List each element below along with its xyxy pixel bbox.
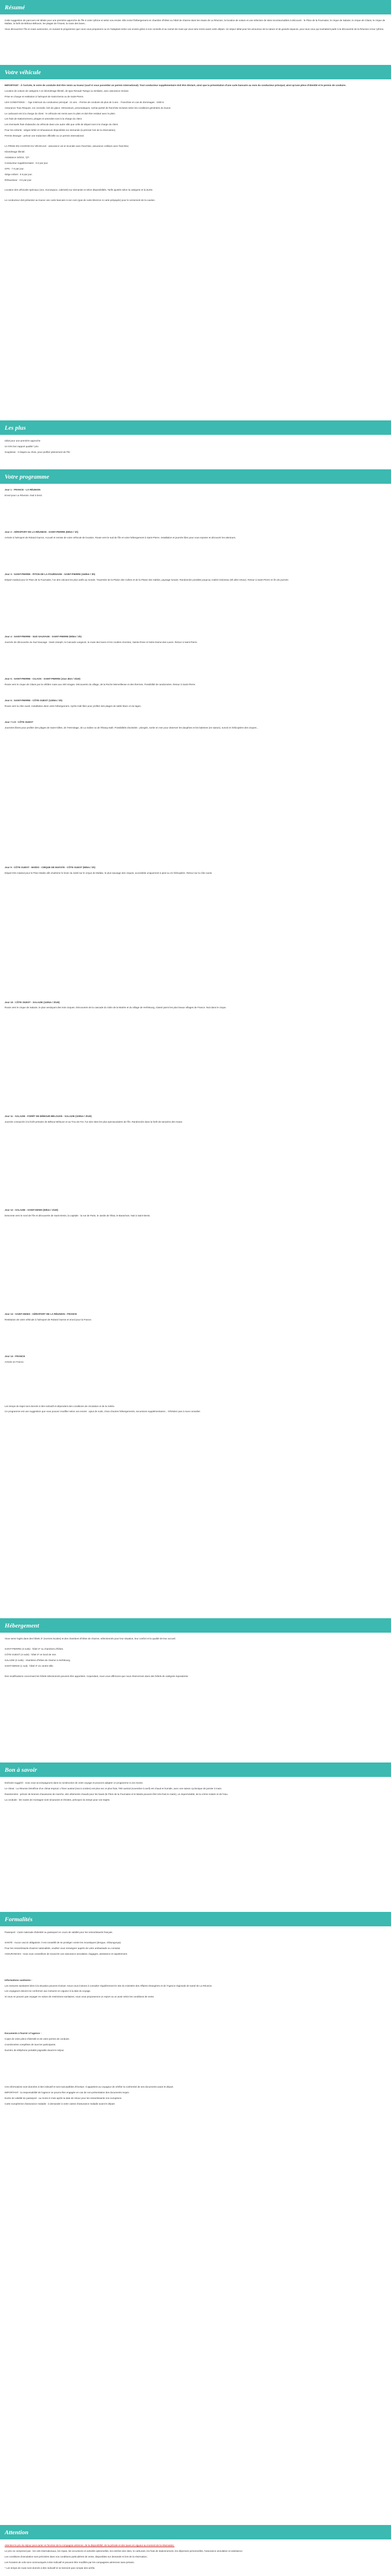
day-title: Jour 4 : SAINT-PIERRE - SUD SAUVAGE - SAINT-PIERRE (90km / 2h) bbox=[5, 635, 82, 638]
bon-a-savoir-paragraph: Randonnées : prévoir de bonnes chaussures de marche, des vêtements chauds pour les hauts (le Piton de la Fournaise et le Maïdo peuvent être très frais le matin), un imperméable, de la crème solaire et de l'eau. bbox=[5, 1792, 229, 1795]
vehicule-paragraph: Prise en charge et restitution à l'aéroport de Saint-Denis ou de Saint-Pierre. bbox=[5, 95, 84, 98]
day-heading bbox=[5, 1313, 386, 1316]
hebergement-paragraph: CÔTE OUEST (4 nuits) : hôtel 3* en bord de mer. bbox=[5, 1653, 57, 1656]
covid-paragraph: Les voyageurs doivent se conformer aux mesures en vigueur à la date du voyage. bbox=[5, 1990, 91, 1993]
programme-content bbox=[0, 484, 391, 1618]
day-text: Route vers le cirque de Cilaos par la célèbre route aux 400 virages. Découverte du village, de la Roche Merveilleuse et des thermes. Possibilité de randonnées. Retour à Saint-Pierre. bbox=[5, 683, 196, 686]
hebergement-paragraph: Vous serez logés dans des hôtels 3* (normes locales) et des chambres d'hôtes de charme, sélectionnés pour leur situation, leur confort et la qualité de leur accueil. bbox=[5, 1637, 176, 1640]
day-title: Jour 13 : SAINT-DENIS - AÉROPORT DE LA RÉUNION - FRANCE bbox=[5, 1312, 77, 1315]
day-text: Restitution de votre véhicule à l'aéroport de Roland Garros et envol pour la France. bbox=[5, 1318, 92, 1321]
day-heading bbox=[5, 866, 386, 869]
day-title: Jour 1 : FRANCE - LA RÉUNION bbox=[5, 488, 41, 491]
hebergement-content bbox=[0, 1633, 391, 1762]
les-plus-item: Souplesse : 3 étapes au choix, pour profiter pleinement de l'île bbox=[5, 450, 70, 453]
extra-paragraph: Numéro de téléphone portable joignable durant le séjour. bbox=[5, 2048, 64, 2052]
resume-content bbox=[0, 14, 391, 65]
formalites-footer: Carte européenne d'assurance maladie : à demander à votre caisse d'assurance maladie avant le départ. bbox=[5, 2102, 116, 2105]
section-header-formalites: Formalités bbox=[0, 1912, 391, 1926]
bon-a-savoir-content bbox=[0, 1777, 391, 1912]
programme-note: Les temps de trajet sont donnés à titre indicatif et dépendent des conditions de circulation et de la météo. bbox=[5, 1404, 115, 1408]
day-heading bbox=[5, 677, 386, 681]
vehicule-content bbox=[0, 79, 391, 420]
day-heading bbox=[5, 1355, 386, 1358]
les-plus-item: Idéal pour une première approche bbox=[5, 439, 41, 442]
day-heading bbox=[5, 573, 386, 576]
bon-a-savoir-paragraph: La conduite : les routes de montagne sont sinueuses et étroites, prévoyez du temps pour vos trajets. bbox=[5, 1798, 110, 1801]
hebergement-paragraph: SAINT-PIERRE (3 nuits) : hôtel 3* ou chambres d'hôtes. bbox=[5, 1647, 64, 1650]
vehicule-list-item: Kilométrage illimité. bbox=[5, 150, 25, 153]
formalites-footer: Ces informations sont données à titre indicatif et sont susceptibles d'évoluer. Il appartient au voyageur de vérifier la conformité de ses documents avant le départ. bbox=[5, 2085, 174, 2088]
day-heading bbox=[5, 721, 386, 724]
day-title: Jour 7 à 8 : CÔTE OUEST bbox=[5, 720, 34, 723]
vehicule-list-item: Conducteur supplémentaire : 5 € par jour. bbox=[5, 161, 48, 164]
section-header-les-plus: Les plus bbox=[0, 420, 391, 435]
hebergement-paragraph: Des modifications concernant les hôtels sélectionnés peuvent être apportées. Cependant, nous vous affirmons que nous réserverons dans des hôtels de catégorie équivalente. bbox=[5, 1674, 189, 1677]
les-plus-item: Un très bon rapport qualité / prix bbox=[5, 445, 39, 448]
attention-paragraph: Le prix ne comprend pas : les vols internationaux, les repas, les excursions et activités optionnelles, les entrées des sites, le carburant, les frais de stationnement, les dépenses personnelles, l'assurance annulation et assistance. bbox=[5, 2549, 243, 2552]
vehicule-paragraph: Les éventuels frais d'abandon du véhicule dans une autre ville que celle de départ sont à la charge du client. bbox=[5, 123, 119, 126]
section-header-vehicule: Votre véhicule bbox=[0, 65, 391, 79]
day-title: Jour 11 : SALAZIE - FORÊT DE BÉBOUR-BÉLOUVE - SALAZIE (100km / 2h30) bbox=[5, 1115, 92, 1118]
resume-paragraph: Cette suggestion de parcours est idéale pour une première approche de l'île à votre rythme et selon vos envies. Elle inclut l'hébergement en chambre d'hôtes ou hôtel de charme dans les Hauts de La Réunion, la location de voiture et une sélection de sites incontournables à découvrir : le Piton de la Fournaise, le cirque de Salazie, le cirque de Cilaos, le cirque de Mafate, la forêt de Bébour-Bélouve, les plages de l'Ouest, la route des laves... bbox=[5, 19, 385, 25]
hebergement-paragraph: SALAZIE (2 nuits) : chambres d'hôtes de charme à Hell-Bourg. bbox=[5, 1658, 71, 1662]
section-header-resume: Résumé bbox=[0, 0, 391, 14]
resume-paragraph: Vous découvrirez l'île en toute autonomie, en suivant le programme que nous vous proposons ou en l'adaptant selon vos envies grâce à nos conseils et au carnet de route qui vous sera remis avant votre départ. Un séjour idéal pour les amoureux de la nature et de grands espaces, pour tous ceux qui souhaitent partir à la découverte de la Réunion à leur rythme. bbox=[5, 27, 384, 30]
day-text: Départ matinal pour le Piton de la Fournaise, l'un des volcans les plus actifs au monde. Traversée de la Plaine des Cafres et de la Plaine des Sables, paysage lunaire. Randonnée possible jusqu'au cratère Dolomieu (5h aller-retour). Retour à Saint-Pierre en fin de journée. bbox=[5, 578, 289, 581]
section-header-attention: Attention bbox=[0, 2525, 391, 2539]
section-header-bon-a-savoir: Bon à savoir bbox=[0, 1762, 391, 1777]
covid-paragraph: Si vous ne pouvez pas voyager en raison de restrictions sanitaires, nous vous proposerons un report ou un avoir selon les conditions de vente. bbox=[5, 1995, 155, 1998]
section-header-programme: Votre programme bbox=[0, 469, 391, 484]
vehicule-paragraph: Assurance Tous Risques, vol, incendie, bris de glace, rétroviseurs, pneumatiques, rachat partiel de franchise incluses selon les conditions générales du loueur. bbox=[5, 106, 171, 109]
day-title: Jour 3 : SAINT-PIERRE - PITON DE LA FOURNAISE - SAINT-PIERRE (160km / 3h) bbox=[5, 572, 95, 575]
day-heading bbox=[5, 1209, 386, 1212]
day-heading bbox=[5, 699, 386, 702]
day-text: Envol pour La Réunion. Nuit à bord. bbox=[5, 494, 43, 497]
day-text: Journée de découverte du Sud Sauvage : Saint-Joseph, la Cascade Langevin, la route des laves et les coulées récentes, Sainte-Rose et Notre-Dame-des-Laves. Retour à Saint-Pierre. bbox=[5, 641, 198, 644]
vehicule-paragraph: LES CONDITIONS : - Âge minimum du conducteur principal : 21 ans. - Permis de conduire de plus de 3 ans. - Franchise en cas de dommages : 1000 €. bbox=[5, 100, 165, 104]
extra-label bbox=[5, 2032, 386, 2035]
covid-label bbox=[5, 1979, 386, 1982]
extra-paragraph: Coordonnées complètes de tous les participants. bbox=[5, 2043, 56, 2046]
attention-content bbox=[0, 2539, 391, 2576]
day-heading bbox=[5, 531, 386, 534]
day-title: Jour 2 : AÉROPORT DE LA RÉUNION - SAINT-PIERRE (60km / 1h) bbox=[5, 530, 78, 533]
vehicule-paragraph: Permis étranger : prévoir une traduction officielle ou un permis international. bbox=[5, 134, 85, 138]
attention-paragraph: Les conditions d'annulation sont précisées dans nos conditions particulières de vente, disponibles sur demande et lors de la réservation. bbox=[5, 2555, 148, 2558]
vehicule-list-item: Réhausseur : 3 € par jour. bbox=[5, 178, 32, 181]
vehicule-paragraph: Pour les enfants : sièges bébé et rehausseurs disponibles sur demande (à préciser lors de la réservation). bbox=[5, 129, 116, 132]
vehicule-paragraph: Location de voiture de catégorie A en kilométrage illimité, de type Renault Twingo ou similaire, avec assurance incluse. bbox=[5, 89, 129, 92]
day-title: Jour 14 : FRANCE bbox=[5, 1354, 25, 1358]
vehicule-list-item: Assistance 24h/24, 7j/7. bbox=[5, 156, 30, 159]
vehicule-list-item: GPS : 7 € par jour. bbox=[5, 167, 24, 170]
day-title: Jour 5 : SAINT-PIERRE - CILAOS - SAINT-PIERRE (Jour 4km / 1h20) bbox=[5, 677, 80, 681]
extra-label-text: Documents à fournir à l'agence : bbox=[5, 2032, 42, 2035]
day-heading bbox=[5, 635, 386, 638]
important-text: IMPORTANT : À l'arrivée, le votre de conduite doit être remis au loueur (sauf si vous possédez un permis international). Tout conducteur supplémentaire doit être déclaré, ainsi que la présentation d'une carte bancaire au nom du conducteur principal, ainsi qu'une pièce d'identité et le permis de conduire. bbox=[5, 84, 347, 87]
formalites-footer: IMPORTANT : la responsabilité de l'agence ne pourra être engagée en cas de non-présentation des documents requis. bbox=[5, 2091, 129, 2094]
covid-paragraph: Les mesures sanitaires liées à la situation peuvent évoluer. Nous vous invitons à consulter régulièrement le site du ministère des Affaires étrangères et de l'Agence régionale de santé de La Réunion. bbox=[5, 1984, 213, 1987]
vehicule-footer: Le conducteur doit présenter au loueur une carte bancaire à son nom (pas de carte Electron ni carte prépayée) pour le versement de la caution. bbox=[5, 199, 156, 202]
vehicule-extra: Location des véhicules spéciaux (4x4, monospace, cabriolet) sur demande et selon disponibilités. Tarifs ajustés selon la catégorie et la durée. bbox=[5, 189, 153, 192]
day-heading bbox=[5, 488, 386, 492]
vehicule-paragraph: Les frais de stationnement, péages et amendes sont à la charge du client. bbox=[5, 117, 83, 121]
day-heading bbox=[5, 1001, 386, 1004]
day-text: Route vers le cirque de Salazie, le plus verdoyant des trois cirques. Découverte de la cascade du Voile de la Mariée et du village de Hell-Bourg, classé parmi les plus beaux villages de France. Nuit dans le cirque. bbox=[5, 1006, 226, 1009]
bon-a-savoir-paragraph: Le climat : La Réunion bénéficie d'un climat tropical. L'hiver austral (mai à octobre) est plus sec et plus frais, l'été austral (novembre à avril) est chaud et humide, avec une saison cyclonique de janvier à mars. bbox=[5, 1787, 222, 1790]
formalites-paragraph: Pour les ressortissants d'autres nationalités, veuillez vous renseigner auprès de votre ambassade ou consulat. bbox=[5, 1946, 121, 1950]
attention-highlight-text: Attention le prix du séjour peut varier en fonction de la compagnie aérienne, de la disponibilité, de la période et des taxes en vigueur au moment de la réservation. bbox=[5, 2544, 175, 2547]
formalites-paragraph: ASSURANCES : nous vous conseillons de souscrire une assurance annulation, bagages, assistance et rapatriement. bbox=[5, 1952, 128, 1955]
formalites-paragraph: SANTÉ : Aucun vaccin obligatoire. Il est conseillé de se protéger contre les moustiques (dengue, chikungunya). bbox=[5, 1941, 122, 1944]
attention-highlight bbox=[5, 2544, 386, 2547]
day-text: Arrivée en France. bbox=[5, 1360, 24, 1363]
les-plus-content bbox=[0, 435, 391, 469]
vehicule-important bbox=[5, 84, 386, 87]
day-title: Jour 9 : CÔTE OUEST - MAÏDO - CIRQUE DE MAFATE - CÔTE OUEST (80km / 2h) bbox=[5, 866, 95, 869]
day-text: Arrivée à l'aéroport de Roland Garros. Accueil et remise de votre véhicule de location. Route vers le sud de l'île et votre hébergement à Saint-Pierre. Installation et journée libre pour vous reposer et découvrir les alentours. bbox=[5, 536, 236, 539]
day-title: Jour 10 : CÔTE OUEST - SALAZIE (110km / 2h30) bbox=[5, 1001, 60, 1004]
attention-paragraph: Les horaires de vols sont communiqués à titre indicatif et peuvent être modifiés par les compagnies aériennes sans préavis. bbox=[5, 2561, 135, 2564]
formalites-content bbox=[0, 1926, 391, 2525]
day-text: Départ très matinal pour le Piton Maïdo afin d'admirer le lever du soleil sur le cirque de Mafate, le plus sauvage des cirques, accessible uniquement à pied ou en hélicoptère. Retour sur la côte ouest. bbox=[5, 871, 213, 874]
attention-paragraph: * Les temps de route sont donnés à titre indicatif et ne tiennent pas compte des arrêts. bbox=[5, 2566, 95, 2569]
day-title: Jour 6 : SAINT-PIERRE - CÔTE OUEST (120km / 2h) bbox=[5, 699, 62, 702]
formalites-paragraph: Passeport : Carte nationale d'identité ou passeport en cours de validité pour les ressortissants français. bbox=[5, 1931, 113, 1934]
day-title: Jour 12 : SALAZIE - SAINT-DENIS (60km / 1h30) bbox=[5, 1209, 58, 1212]
section-header-hebergement: Hébergement bbox=[0, 1618, 391, 1633]
extra-paragraph: Copie de votre pièce d'identité et de votre permis de conduire. bbox=[5, 2038, 70, 2041]
day-text: Descente vers le nord de l'île et découverte de Saint-Denis, la capitale : la rue de Paris, le Jardin de l'État, le Barachois. Nuit à Saint-Denis. bbox=[5, 1214, 151, 1217]
formalites-footer: Durée de validité du passeport : au moins 6 mois après la date de retour pour les ressortissants non européens. bbox=[5, 2096, 122, 2099]
vehicule-paragraph: Le carburant est à la charge du client : le véhicule est remis avec le plein et doit être restitué avec le plein. bbox=[5, 112, 116, 115]
day-heading bbox=[5, 1115, 386, 1118]
day-text: Journées libres pour profiter des plages de Saint-Gilles, de l'Hermitage, de La Saline ou de l'Étang-Salé. Possibilités d'activités : plongée, sortie en mer pour observer les dauphins et les baleines (en saison), survol en hélicoptère des cirques... bbox=[5, 726, 258, 729]
bon-a-savoir-paragraph: Itinéraire suggéré : nous vous accompagnons dans la construction de votre voyage et pouvons adapter ce programme à vos envies. bbox=[5, 1782, 143, 1784]
day-text: Route vers la côte ouest. Installation dans votre hébergement. Après-midi libre pour profiter des plages de sable blanc et du lagon. bbox=[5, 704, 142, 707]
hebergement-paragraph: SAINT-DENIS (1 nuit) : hôtel 3* en centre-ville. bbox=[5, 1664, 54, 1667]
programme-note: Ce programme est une suggestion que vous pouvez modifier selon vos envies : ajout de nuits, choix d'autres hébergements, excursions supplémentaires... N'hésitez pas à nous consulter. bbox=[5, 1410, 201, 1413]
covid-label-text: Informations sanitaires : bbox=[5, 1978, 32, 1981]
vehicule-list-item: LA PRISE EN CHARGE DU VÉHICULE : assurance vol et incendie avec franchise, assurance collision avec franchise. bbox=[5, 145, 129, 148]
day-text: Journée consacrée à la forêt primaire de Bébour-Bélouve et au Trou de Fer, l'un des sites les plus spectaculaires de l'île. Randonnée dans la forêt de tamarins des Hauts. bbox=[5, 1121, 183, 1124]
vehicule-list-item: Siège enfant : 5 € par jour. bbox=[5, 173, 32, 176]
